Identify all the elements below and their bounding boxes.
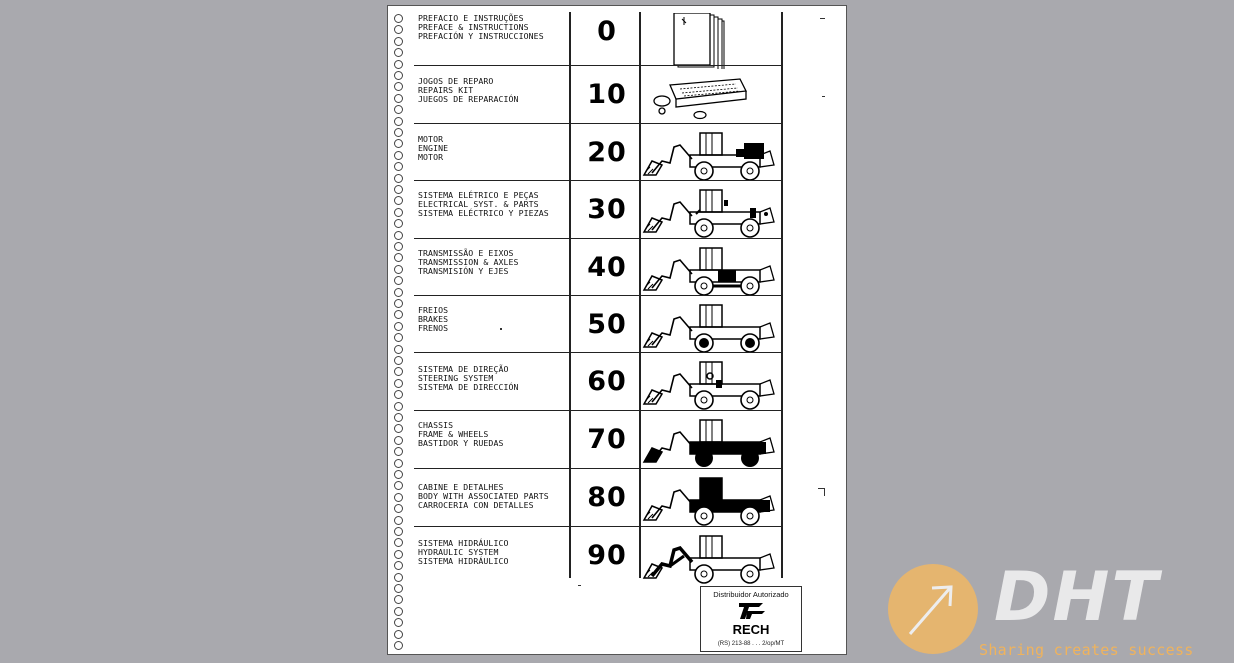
section-row xyxy=(414,468,782,526)
section-labels xyxy=(418,77,568,105)
spiral-ring xyxy=(394,288,403,297)
section-label-pt: SISTEMA DE DIREÇÃO xyxy=(418,364,509,374)
section-labels xyxy=(418,135,568,163)
spiral-ring xyxy=(394,356,403,365)
loader-hydraulic-icon xyxy=(640,528,782,584)
section-row xyxy=(414,180,782,238)
section-label-pt: SISTEMA ELÉTRICO E PEÇAS xyxy=(418,190,539,200)
arrow-circle-logo-icon xyxy=(888,564,978,654)
section-label-es: MOTOR xyxy=(418,152,444,163)
section-label-pt: MOTOR xyxy=(418,134,444,144)
spiral-ring xyxy=(394,208,403,217)
spiral-ring xyxy=(394,630,403,639)
loader-steering-icon xyxy=(640,354,782,410)
manual-pages-icon xyxy=(640,13,782,69)
spiral-ring xyxy=(394,162,403,171)
section-labels xyxy=(418,306,568,334)
section-label-pt: SISTEMA HIDRÁULICO xyxy=(418,538,509,548)
spiral-ring xyxy=(394,584,403,593)
loader-body-icon xyxy=(640,470,782,526)
section-number: 40 xyxy=(587,252,627,283)
section-label-en: STEERING SYSTEM xyxy=(418,373,494,384)
section-number: 90 xyxy=(587,540,627,571)
spiral-ring xyxy=(394,196,403,205)
section-label-es: FRENOS xyxy=(418,323,449,334)
spiral-ring xyxy=(394,516,403,525)
section-number: 20 xyxy=(587,137,627,168)
spiral-ring xyxy=(394,25,403,34)
spiral-ring xyxy=(394,60,403,69)
spiral-ring xyxy=(394,390,403,399)
spiral-ring xyxy=(394,527,403,536)
section-row xyxy=(414,295,782,352)
section-label-es: JUEGOS DE REPARACIÓN xyxy=(418,94,519,105)
scan-speck xyxy=(578,585,581,586)
spiral-ring xyxy=(394,424,403,433)
spiral-ring xyxy=(394,333,403,342)
spiral-ring xyxy=(394,117,403,126)
rech-logo-icon xyxy=(737,600,767,622)
spiral-ring xyxy=(394,299,403,308)
section-label-en: FRAME & WHEELS xyxy=(418,429,489,440)
section-labels xyxy=(418,365,568,393)
section-labels xyxy=(418,249,568,277)
section-label-en: PREFACE & INSTRUCTIONS xyxy=(418,22,529,33)
distributor-stamp xyxy=(700,586,802,652)
spiral-ring xyxy=(394,185,403,194)
spiral-ring xyxy=(394,14,403,23)
section-label-es: PREFACIÓN Y INSTRUCCIONES xyxy=(418,31,544,42)
section-label-es: CARROCERIA CON DETALLES xyxy=(418,500,534,511)
section-label-en: ENGINE xyxy=(418,143,449,154)
spiral-ring xyxy=(394,459,403,468)
loader-electrical-icon xyxy=(640,182,782,238)
spiral-ring xyxy=(394,550,403,559)
spiral-ring xyxy=(394,105,403,114)
section-number: 60 xyxy=(587,366,627,397)
scan-speck xyxy=(824,488,825,496)
section-row xyxy=(414,12,782,65)
section-labels xyxy=(418,191,568,219)
distributor-brand: RECH xyxy=(732,622,770,637)
section-row xyxy=(414,123,782,180)
loader-brakes-icon xyxy=(640,297,782,353)
spiral-ring xyxy=(394,231,403,240)
section-labels xyxy=(418,483,568,511)
section-number: 30 xyxy=(587,194,627,225)
spiral-ring xyxy=(394,265,403,274)
section-number: 70 xyxy=(587,424,627,455)
watermark-brand: DHT xyxy=(994,558,1160,637)
section-label-es: SISTEMA DE DIRECCIÓN xyxy=(418,382,519,393)
spiral-ring xyxy=(394,37,403,46)
spiral-ring xyxy=(394,470,403,479)
spiral-ring xyxy=(394,345,403,354)
loader-frame-wheels-icon xyxy=(640,412,782,468)
spiral-ring xyxy=(394,219,403,228)
loader-engine-icon xyxy=(640,125,782,181)
distributor-title: Distribuidor Autorizado xyxy=(713,590,789,599)
section-label-es: TRANSMISIÓN Y EJES xyxy=(418,266,509,277)
watermark-slogan: Sharing creates success xyxy=(979,641,1194,659)
section-number: 50 xyxy=(587,309,627,340)
section-label-pt: JOGOS DE REPARO xyxy=(418,76,494,86)
scan-speck xyxy=(500,328,502,330)
section-row xyxy=(414,352,782,410)
scan-speck xyxy=(820,18,825,19)
section-row xyxy=(414,410,782,468)
section-label-pt: FREIOS xyxy=(418,305,449,315)
spiral-ring xyxy=(394,82,403,91)
repair-kit-box-icon xyxy=(640,67,782,123)
spiral-ring xyxy=(394,94,403,103)
section-row xyxy=(414,526,782,578)
spiral-ring xyxy=(394,447,403,456)
spiral-ring xyxy=(394,595,403,604)
section-number: 80 xyxy=(587,482,627,513)
spiral-ring xyxy=(394,607,403,616)
spiral-ring xyxy=(394,618,403,627)
section-label-es: SISTEMA ELÉCTRICO Y PIEZAS xyxy=(418,208,549,219)
spiral-ring xyxy=(394,436,403,445)
loader-transmission-icon xyxy=(640,240,782,296)
spiral-ring xyxy=(394,322,403,331)
spiral-ring xyxy=(394,139,403,148)
distributor-footer: (RS) 213-88 . . . 2/op/MT xyxy=(717,641,785,647)
section-labels xyxy=(418,421,568,449)
section-labels xyxy=(418,14,568,42)
section-index-table xyxy=(414,12,782,578)
spiral-ring xyxy=(394,538,403,547)
section-label-en: ELECTRICAL SYST. & PARTS xyxy=(418,199,539,210)
section-labels xyxy=(418,539,568,567)
section-label-pt: TRANSMISSÃO E EIXOS xyxy=(418,248,514,258)
section-label-es: BASTIDOR Y RUEDAS xyxy=(418,438,504,449)
manual-page xyxy=(387,5,847,655)
spiral-ring xyxy=(394,71,403,80)
spiral-ring xyxy=(394,413,403,422)
spiral-binding xyxy=(394,14,406,654)
section-label-en: BODY WITH ASSOCIATED PARTS xyxy=(418,491,549,502)
section-label-es: SISTEMA HIDRÁULICO xyxy=(418,556,509,567)
section-label-pt: CHASSIS xyxy=(418,420,454,430)
spiral-ring xyxy=(394,310,403,319)
spiral-ring xyxy=(394,174,403,183)
spiral-ring xyxy=(394,504,403,513)
section-label-pt: PREFACIO E INSTRUÇÕES xyxy=(418,13,524,23)
section-label-en: REPAIRS KIT xyxy=(418,85,474,96)
spiral-ring xyxy=(394,481,403,490)
spiral-ring xyxy=(394,253,403,262)
spiral-ring xyxy=(394,276,403,285)
section-label-en: BRAKES xyxy=(418,314,449,325)
spiral-ring xyxy=(394,242,403,251)
spiral-ring xyxy=(394,128,403,137)
watermark xyxy=(884,558,1234,663)
spiral-ring xyxy=(394,402,403,411)
spiral-ring xyxy=(394,48,403,57)
scan-speck xyxy=(822,96,825,97)
section-label-en: TRANSMISSION & AXLES xyxy=(418,257,519,268)
spiral-ring xyxy=(394,493,403,502)
section-row xyxy=(414,238,782,295)
spiral-ring xyxy=(394,561,403,570)
spiral-ring xyxy=(394,151,403,160)
spiral-ring xyxy=(394,379,403,388)
section-number: 0 xyxy=(597,16,617,47)
section-number: 10 xyxy=(587,79,627,110)
spiral-ring xyxy=(394,641,403,650)
section-label-pt: CABINE E DETALHES xyxy=(418,482,504,492)
spiral-ring xyxy=(394,367,403,376)
section-row xyxy=(414,65,782,123)
spiral-ring xyxy=(394,573,403,582)
section-label-en: HYDRAULIC SYSTEM xyxy=(418,547,499,558)
